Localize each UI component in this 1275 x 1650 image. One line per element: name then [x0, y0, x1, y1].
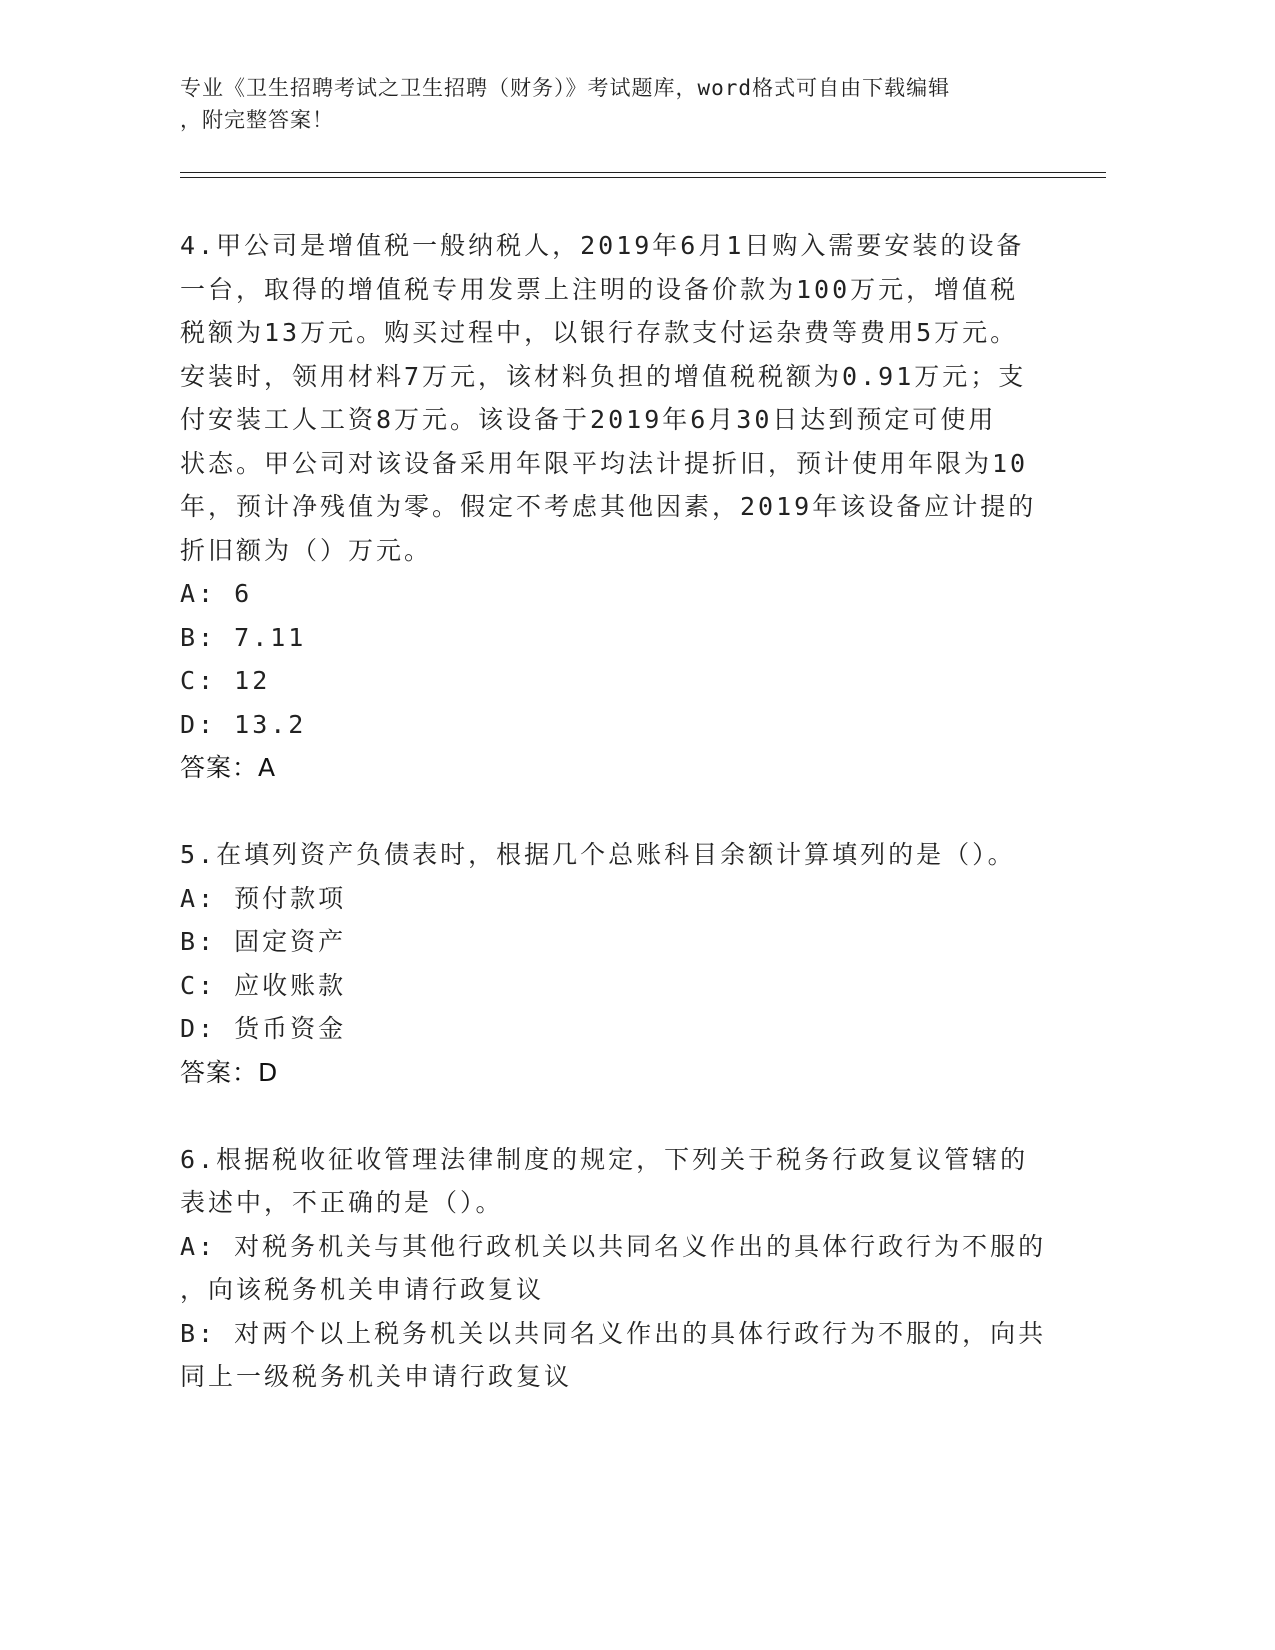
- question-4-answer: 答案：A: [180, 753, 277, 782]
- question-4-stem-line: 税额为13万元。购买过程中，以银行存款支付运杂费等费用5万元。: [180, 318, 1019, 347]
- question-5-option-b: B: 固定资产: [180, 927, 347, 956]
- question-4-stem-line: 状态。甲公司对该设备采用年限平均法计提折旧，预计使用年限为10: [180, 448, 1029, 478]
- question-4-option-d: D: 13.2: [180, 709, 307, 739]
- header-line-1: 专业《卫生招聘考试之卫生招聘（财务）》考试题库，word格式可自由下载编辑: [180, 76, 951, 100]
- question-5-option-a: A: 预付款项: [180, 883, 347, 913]
- question-6-stem-line: 表述中，不正确的是（）。: [180, 1188, 504, 1217]
- question-4-stem-line: 折旧额为（）万元。: [180, 535, 433, 565]
- question-6-option-a-continued: ，向该税务机关申请行政复议: [180, 1275, 545, 1304]
- question-5-stem-line: 5.在填列资产负债表时，根据几个总账科目余额计算填列的是（）。: [180, 840, 1016, 869]
- question-6-option-b-continued: 同上一级税务机关申请行政复议: [180, 1362, 573, 1391]
- header-divider-top: [180, 172, 1106, 173]
- question-4-stem-line: 一台，取得的增值税专用发票上注明的设备价款为100万元，增值税: [180, 274, 1019, 304]
- header-divider-bottom: [180, 177, 1106, 178]
- question-list: [180, 224, 1047, 1399]
- question-4-option-a: A: 6: [180, 579, 253, 608]
- question-spacer: [180, 790, 1040, 834]
- question-4: [180, 224, 1040, 790]
- question-spacer: [180, 1094, 1040, 1138]
- question-5-option-d: D: 货币资金: [180, 1014, 347, 1043]
- header-line-2: ，附完整答案！: [180, 108, 334, 132]
- question-4-stem-line: 安装时，领用材料7万元，该材料负担的增值税税额为0.91万元；支: [180, 361, 1027, 391]
- question-5-option-c: C: 应收账款: [180, 970, 347, 1000]
- document-header: [180, 72, 1040, 136]
- question-4-option-c: C: 12: [180, 666, 271, 695]
- question-5-answer: 答案：D: [180, 1057, 279, 1087]
- question-5: [180, 833, 1040, 1094]
- question-4-stem-line: 4.甲公司是增值税一般纳税人，2019年6月1日购入需要安装的设备: [180, 231, 1025, 260]
- question-4-stem-line: 年，预计净残值为零。假定不考虑其他因素，2019年该设备应计提的: [180, 492, 1037, 521]
- question-6-option-b: B: 对两个以上税务机关以共同名义作出的具体行政行为不服的，向共: [180, 1318, 1047, 1348]
- question-6-option-a: A: 对税务机关与其他行政机关以共同名义作出的具体行政行为不服的: [180, 1231, 1047, 1261]
- question-6-stem-line: 6.根据税收征收管理法律制度的规定，下列关于税务行政复议管辖的: [180, 1144, 1029, 1174]
- question-4-option-b: B: 7.11: [180, 622, 307, 652]
- question-4-stem-line: 付安装工人工资8万元。该设备于2019年6月30日达到预定可使用: [180, 405, 997, 434]
- question-6: [180, 1138, 1047, 1399]
